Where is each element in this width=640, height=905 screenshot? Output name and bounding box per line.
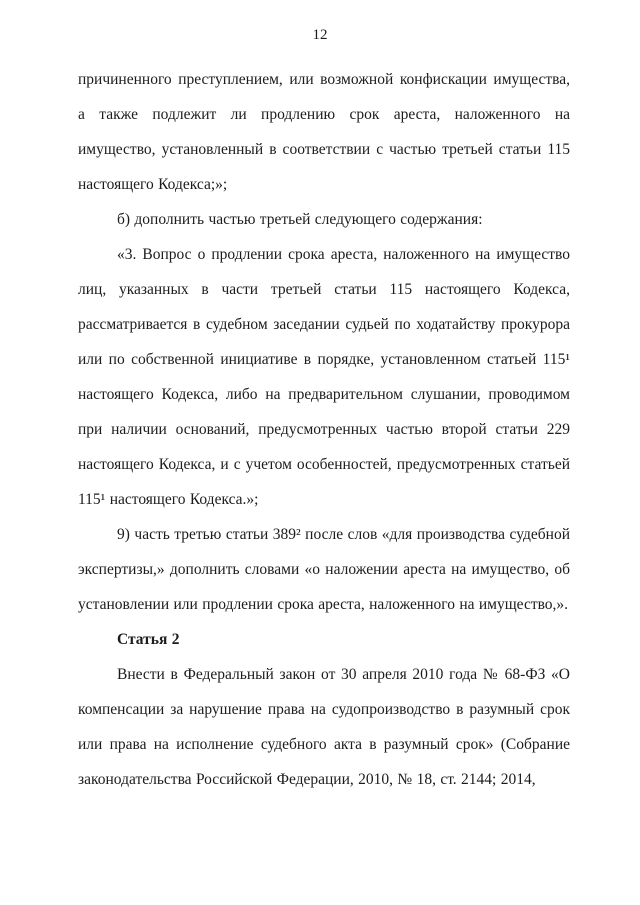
article-heading: Статья 2 — [117, 631, 180, 648]
paragraph: Внести в Федеральный закон от 30 апреля 2010 года № 68-ФЗ «О компенсации за нарушение права на судопроизводство в разумный срок или права на исполнение судебного акта в разумный срок» (Собрание законодательства Российской Федерации, 2010, № 18, ст. 2144; 2014, — [78, 666, 570, 788]
paragraph: причиненного преступлением, или возможной конфискации имущества, а также подлежит ли продлению срок ареста, наложенного на имущество, установленный в соответствии с частью третьей статьи 115 настоящего Кодекса;»; — [78, 71, 570, 193]
paragraph: 9) часть третью статьи 389² после слов «для производства судебной экспертизы,» дополнить словами «о наложении ареста на имущество, об установлении или продлении срока ареста, наложенного на имущество,». — [78, 526, 570, 613]
paragraph: б) дополнить частью третьей следующего содержания: — [117, 211, 483, 228]
document-body — [78, 62, 570, 797]
paragraph: «3. Вопрос о продлении срока ареста, наложенного на имущество лиц, указанных в части третьей статьи 115 настоящего Кодекса, рассматривается в судебном заседании судьей по ходатайству прокурора или по собственной инициативе в порядке, установленном статьей 115¹ настоящего Кодекса, либо на предварительном слушании, проводимом при наличии оснований, предусмотренных частью второй статьи 229 настоящего Кодекса, и с учетом особенностей, предусмотренных статьей 115¹ настоящего Кодекса.»; — [78, 246, 570, 508]
page-number: 12 — [312, 27, 328, 43]
